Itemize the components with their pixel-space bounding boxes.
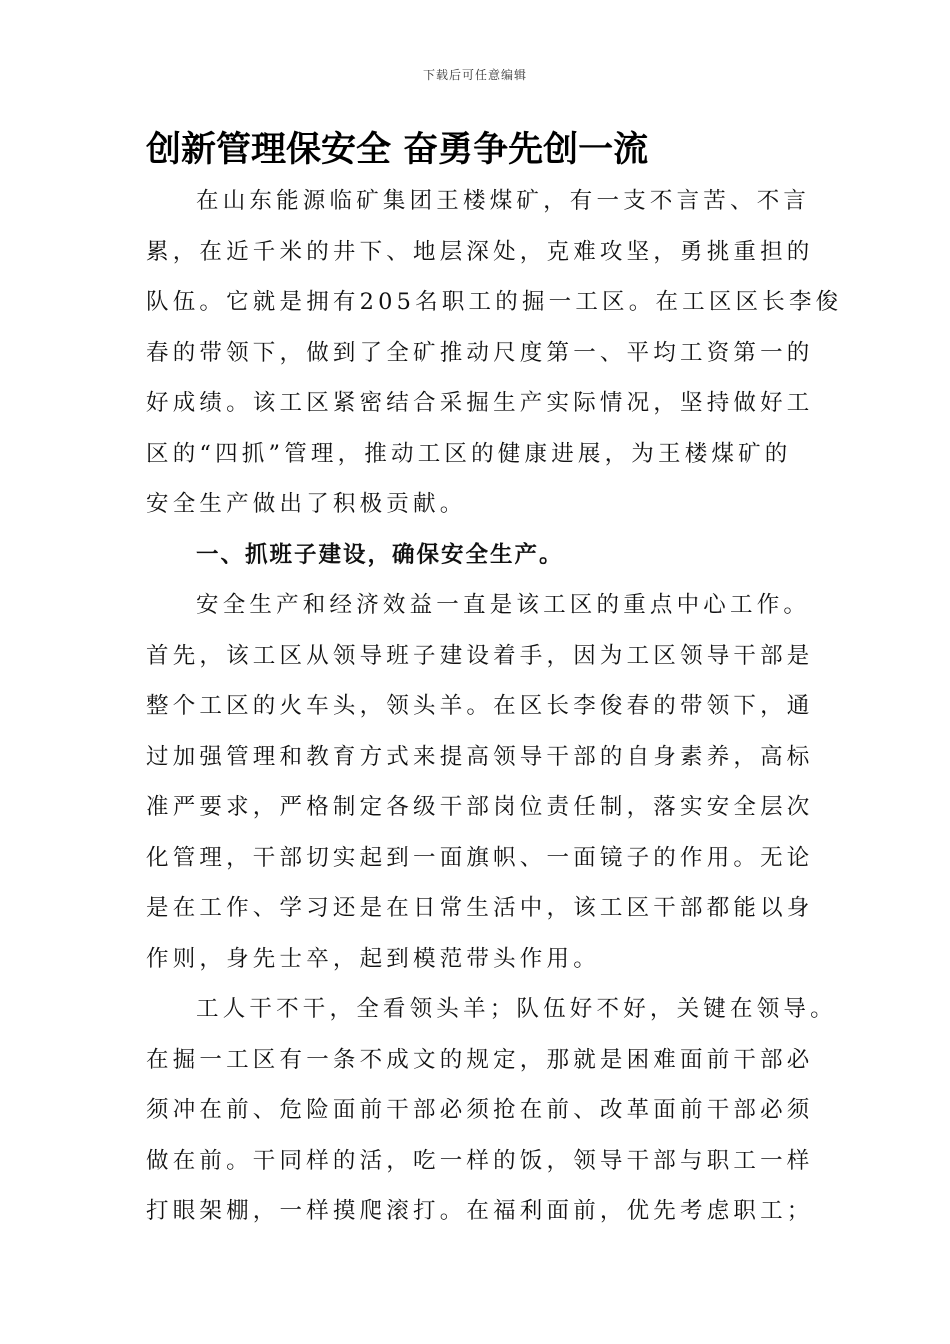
paragraph-line: 工人干不干，全看领头羊；队伍好不好，关键在领导。 bbox=[196, 996, 837, 1022]
document-title: 创新管理保安全 奋勇争先创一流 bbox=[146, 130, 649, 170]
paragraph-line: 是在工作、学习还是在日常生活中，该工区干部都能以身 bbox=[146, 895, 814, 921]
paragraph-line: 首先，该工区从领导班子建设着手，因为工区领导干部是 bbox=[146, 642, 814, 669]
paragraph-line: 好成绩。该工区紧密结合采掘生产实际情况，坚持做好工 bbox=[146, 390, 814, 416]
document-body bbox=[146, 176, 843, 1237]
paragraph-line: 队伍。它就是拥有205名职工的掘一工区。在工区区长李俊 bbox=[146, 289, 843, 315]
paragraph-line: 在山东能源临矿集团王楼煤矿，有一支不言苦、不言 bbox=[196, 188, 811, 214]
paragraph-line: 化管理，干部切实起到一面旗帜、一面镜子的作用。无论 bbox=[146, 844, 814, 871]
paragraph-line: 区的“四抓”管理，推动工区的健康进展，为王楼煤矿的 bbox=[146, 440, 792, 467]
section-heading: 一、抓班子建设，确保安全生产。 bbox=[196, 541, 564, 568]
paragraph-line: 安全生产和经济效益一直是该工区的重点中心工作。 bbox=[196, 592, 811, 618]
paragraph-line: 在掘一工区有一条不成文的规定，那就是困难面前干部必 bbox=[146, 1046, 814, 1073]
paragraph-line: 准严要求，严格制定各级干部岗位责任制，落实安全层次 bbox=[146, 794, 814, 820]
paragraph-line: 作则，身先士卒，起到模范带头作用。 bbox=[146, 945, 600, 972]
header-note: 下载后可任意编辑 bbox=[422, 68, 527, 82]
paragraph-line: 整个工区的火车头，领头羊。在区长李俊春的带领下，通 bbox=[146, 693, 814, 719]
paragraph-line: 累，在近千米的井下、地层深处，克难攻坚，勇挑重担的 bbox=[146, 238, 814, 265]
paragraph-line: 打眼架棚，一样摸爬滚打。在福利面前，优先考虑职工； bbox=[146, 1198, 814, 1224]
paragraph-line: 做在前。干同样的活，吃一样的饭，领导干部与职工一样 bbox=[146, 1147, 814, 1174]
paragraph-line: 安全生产做出了积极贡献。 bbox=[146, 491, 467, 517]
paragraph-line: 须冲在前、危险面前干部必须抢在前、改革面前干部必须 bbox=[146, 1097, 814, 1123]
paragraph-line: 春的带领下，做到了全矿推动尺度第一、平均工资第一的 bbox=[146, 339, 814, 366]
paragraph-line: 过加强管理和教育方式来提高领导干部的自身素养，高标 bbox=[146, 743, 814, 770]
